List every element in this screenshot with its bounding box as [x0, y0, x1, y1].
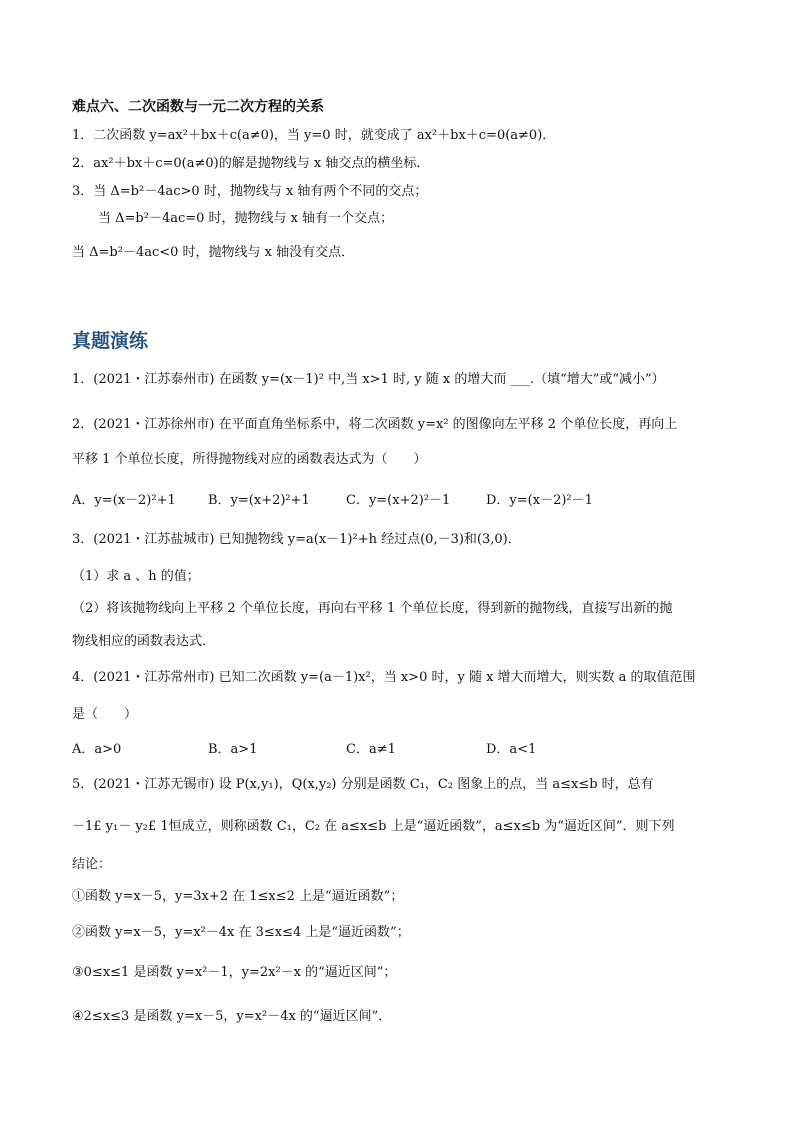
- question-5-conclusion-2: ②函数 y=x－5，y=x²－4x 在 3≤x≤4 上是“逼近函数”；: [72, 925, 410, 940]
- question-4-option-a: A．a>0: [72, 742, 122, 757]
- difficulty-point-2: 2．ax²＋bx＋c=0(a≠0)的解是抛物线与 x 轴交点的横坐标．: [72, 156, 430, 171]
- question-5-line-1: 5．(2021・江苏无锡市) 设 P(x,y₁)，Q(x,y₂) 分别是函数 C₁，C₂ 图象上的点，当 a≤x≤b 时，总有: [72, 777, 654, 792]
- difficulty-point-3b: 当 Δ=b²－4ac=0 时，抛物线与 x 轴有一个交点；: [98, 211, 394, 226]
- difficulty-point-3a: 3．当 Δ=b²－4ac>0 时，抛物线与 x 轴有两个不同的交点；: [72, 184, 428, 199]
- question-4-option-d: D．a<1: [486, 742, 537, 757]
- question-2-option-b: B．y=(x+2)²+1: [208, 493, 310, 508]
- question-5-conclusion-1: ①函数 y=x－5，y=3x+2 在 1≤x≤2 上是“逼近函数”；: [72, 889, 404, 904]
- question-1: 1．(2021・江苏泰州市) 在函数 y=(x－1)² 中,当 x>1 时, y 随 x 的增大而 ___.（填“增大”或“减小”）: [72, 372, 665, 387]
- question-2-line-2: 平移 1 个单位长度，所得抛物线对应的函数表达式为（ ）: [72, 452, 427, 467]
- question-2-option-d: D．y=(x－2)²－1: [486, 493, 593, 508]
- question-5-line-2: －1£ y₁－ y₂£ 1恒成立，则称函数 C₁，C₂ 在 a≤x≤b 上是“逼近函数”，a≤x≤b 为“逼近区间”．则下列: [72, 819, 675, 834]
- question-4-option-c: C．a≠1: [346, 742, 396, 757]
- question-2-option-a: A．y=(x－2)²+1: [72, 493, 176, 508]
- question-3-sub-1: （1）求 a 、h 的值；: [72, 569, 200, 584]
- question-4-line-2: 是（ ）: [72, 707, 138, 722]
- question-5-line-3: 结论：: [72, 857, 112, 872]
- question-5-conclusion-3: ③0≤x≤1 是函数 y=x²－1，y=2x²－x 的“逼近区间”；: [72, 965, 397, 980]
- question-4-line-1: 4．(2021・江苏常州市) 已知二次函数 y=(a－1)x²，当 x>0 时，y 随 x 增大而增大，则实数 a 的取值范围: [72, 670, 696, 685]
- difficulty-point-1: 1．二次函数 y=ax²＋bx＋c(a≠0)，当 y=0 时，就变成了 ax²＋bx＋c=0(a≠0)．: [72, 128, 556, 143]
- question-5-conclusion-4: ④2≤x≤3 是函数 y=x－5，y=x²－4x 的“逼近区间”．: [72, 1009, 392, 1024]
- question-3-sub-2a: （2）将该抛物线向上平移 2 个单位长度，再向右平移 1 个单位长度，得到新的抛物线，直接写出新的抛: [72, 601, 673, 616]
- question-3-line-1: 3．(2021・江苏盐城市) 已知抛物线 y=a(x－1)²+h 经过点(0,－3)和(3,0)．: [72, 532, 521, 547]
- question-2-option-c: C．y=(x+2)²－1: [346, 493, 451, 508]
- section-title: 真题演练: [72, 330, 149, 352]
- difficulty-point-3c: 当 Δ=b²－4ac<0 时，抛物线与 x 轴没有交点．: [72, 245, 355, 260]
- question-4-option-b: B．a>1: [208, 742, 258, 757]
- difficulty-title: 难点六、二次函数与一元二次方程的关系: [72, 99, 324, 115]
- question-3-sub-2b: 物线相应的函数表达式．: [72, 634, 216, 649]
- question-2-line-1: 2．(2021・江苏徐州市) 在平面直角坐标系中，将二次函数 y=x² 的图像向左平移 2 个单位长度，再向上: [72, 417, 678, 432]
